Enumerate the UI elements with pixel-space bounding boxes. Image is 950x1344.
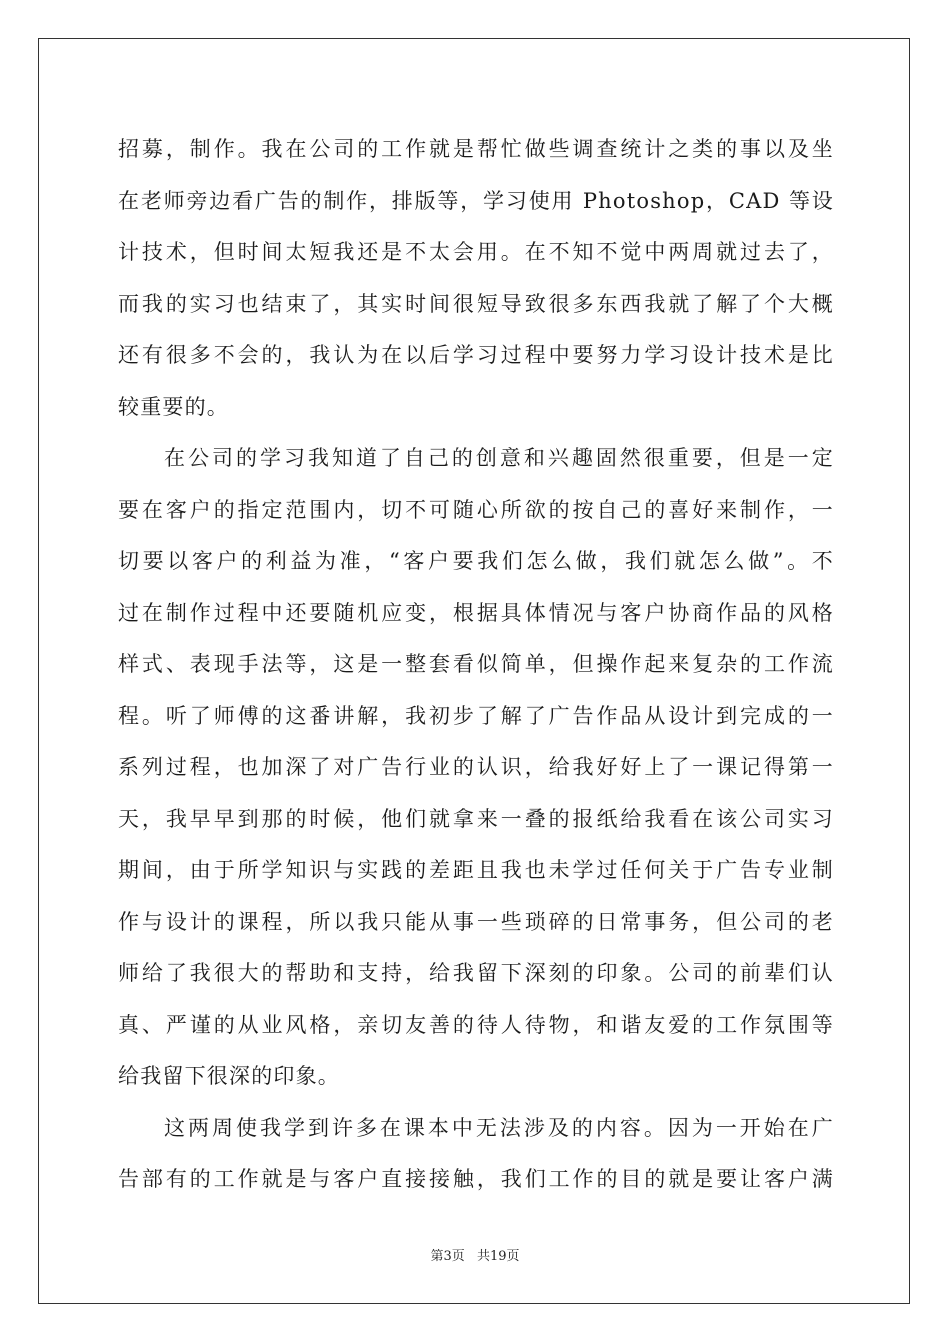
paragraph-start-line: 在公司的学习我知道了自己的创意和兴趣固然很重要，但是一定	[164, 446, 834, 470]
text-line: 要在客户的指定范围内，切不可随心所欲的按自己的喜好来制作，一	[118, 497, 834, 522]
page-footer	[0, 1245, 950, 1264]
text-line: 天，我早早到那的时候，他们就拿来一叠的报纸给我看在该公司实习	[118, 806, 834, 831]
page-number: 第3页	[430, 1249, 465, 1264]
text-line: 告部有的工作就是与客户直接接触，我们工作的目的就是要让客户满	[118, 1167, 834, 1191]
paragraph-start-line: 这两周使我学到许多在课本中无法涉及的内容。因为一开始在广	[164, 1115, 834, 1140]
text-line: 样式、表现手法等，这是一整套看似简单，但操作起来复杂的工作流	[118, 652, 834, 676]
text-line: 过在制作过程中还要随机应变，根据具体情况与客户协商作品的风格	[118, 600, 834, 625]
text-line: 作与设计的课程，所以我只能从事一些琐碎的日常事务，但公司的老	[118, 909, 834, 934]
text-line: 切要以客户的利益为准，“客户要我们怎么做，我们就怎么做”。不	[118, 549, 834, 573]
text-line: 招募，制作。我在公司的工作就是帮忙做些调查统计之类的事以及坐	[118, 137, 834, 161]
text-line: 期间，由于所学知识与实践的差距且我也未学过任何关于广告专业制	[118, 858, 834, 882]
text-line: 程。听了师傅的这番讲解，我初步了解了广告作品从设计到完成的一	[118, 703, 834, 728]
text-line: 师给了我很大的帮助和支持，给我留下深刻的印象。公司的前辈们认	[118, 961, 834, 985]
text-line: 计技术，但时间太短我还是不太会用。在不知不觉中两周就过去了，	[118, 240, 834, 264]
text-line: 真、严谨的从业风格，亲切友善的待人待物，和谐友爱的工作氛围等	[118, 1012, 834, 1037]
text-line: 给我留下很深的印象。	[118, 1064, 340, 1088]
text-line: 在老师旁边看广告的制作，排版等，学习使用 Photoshop，CAD 等设	[118, 188, 834, 213]
text-line: 还有很多不会的，我认为在以后学习过程中要努力学习设计技术是比	[118, 343, 834, 367]
page-total: 共19页	[476, 1249, 520, 1264]
text-line: 而我的实习也结束了，其实时间很短导致很多东西我就了解了个大概	[118, 291, 834, 316]
text-line: 系列过程，也加深了对广告行业的认识，给我好好上了一课记得第一	[118, 755, 834, 779]
text-line: 较重要的。	[118, 394, 229, 419]
document-body	[118, 124, 834, 1206]
